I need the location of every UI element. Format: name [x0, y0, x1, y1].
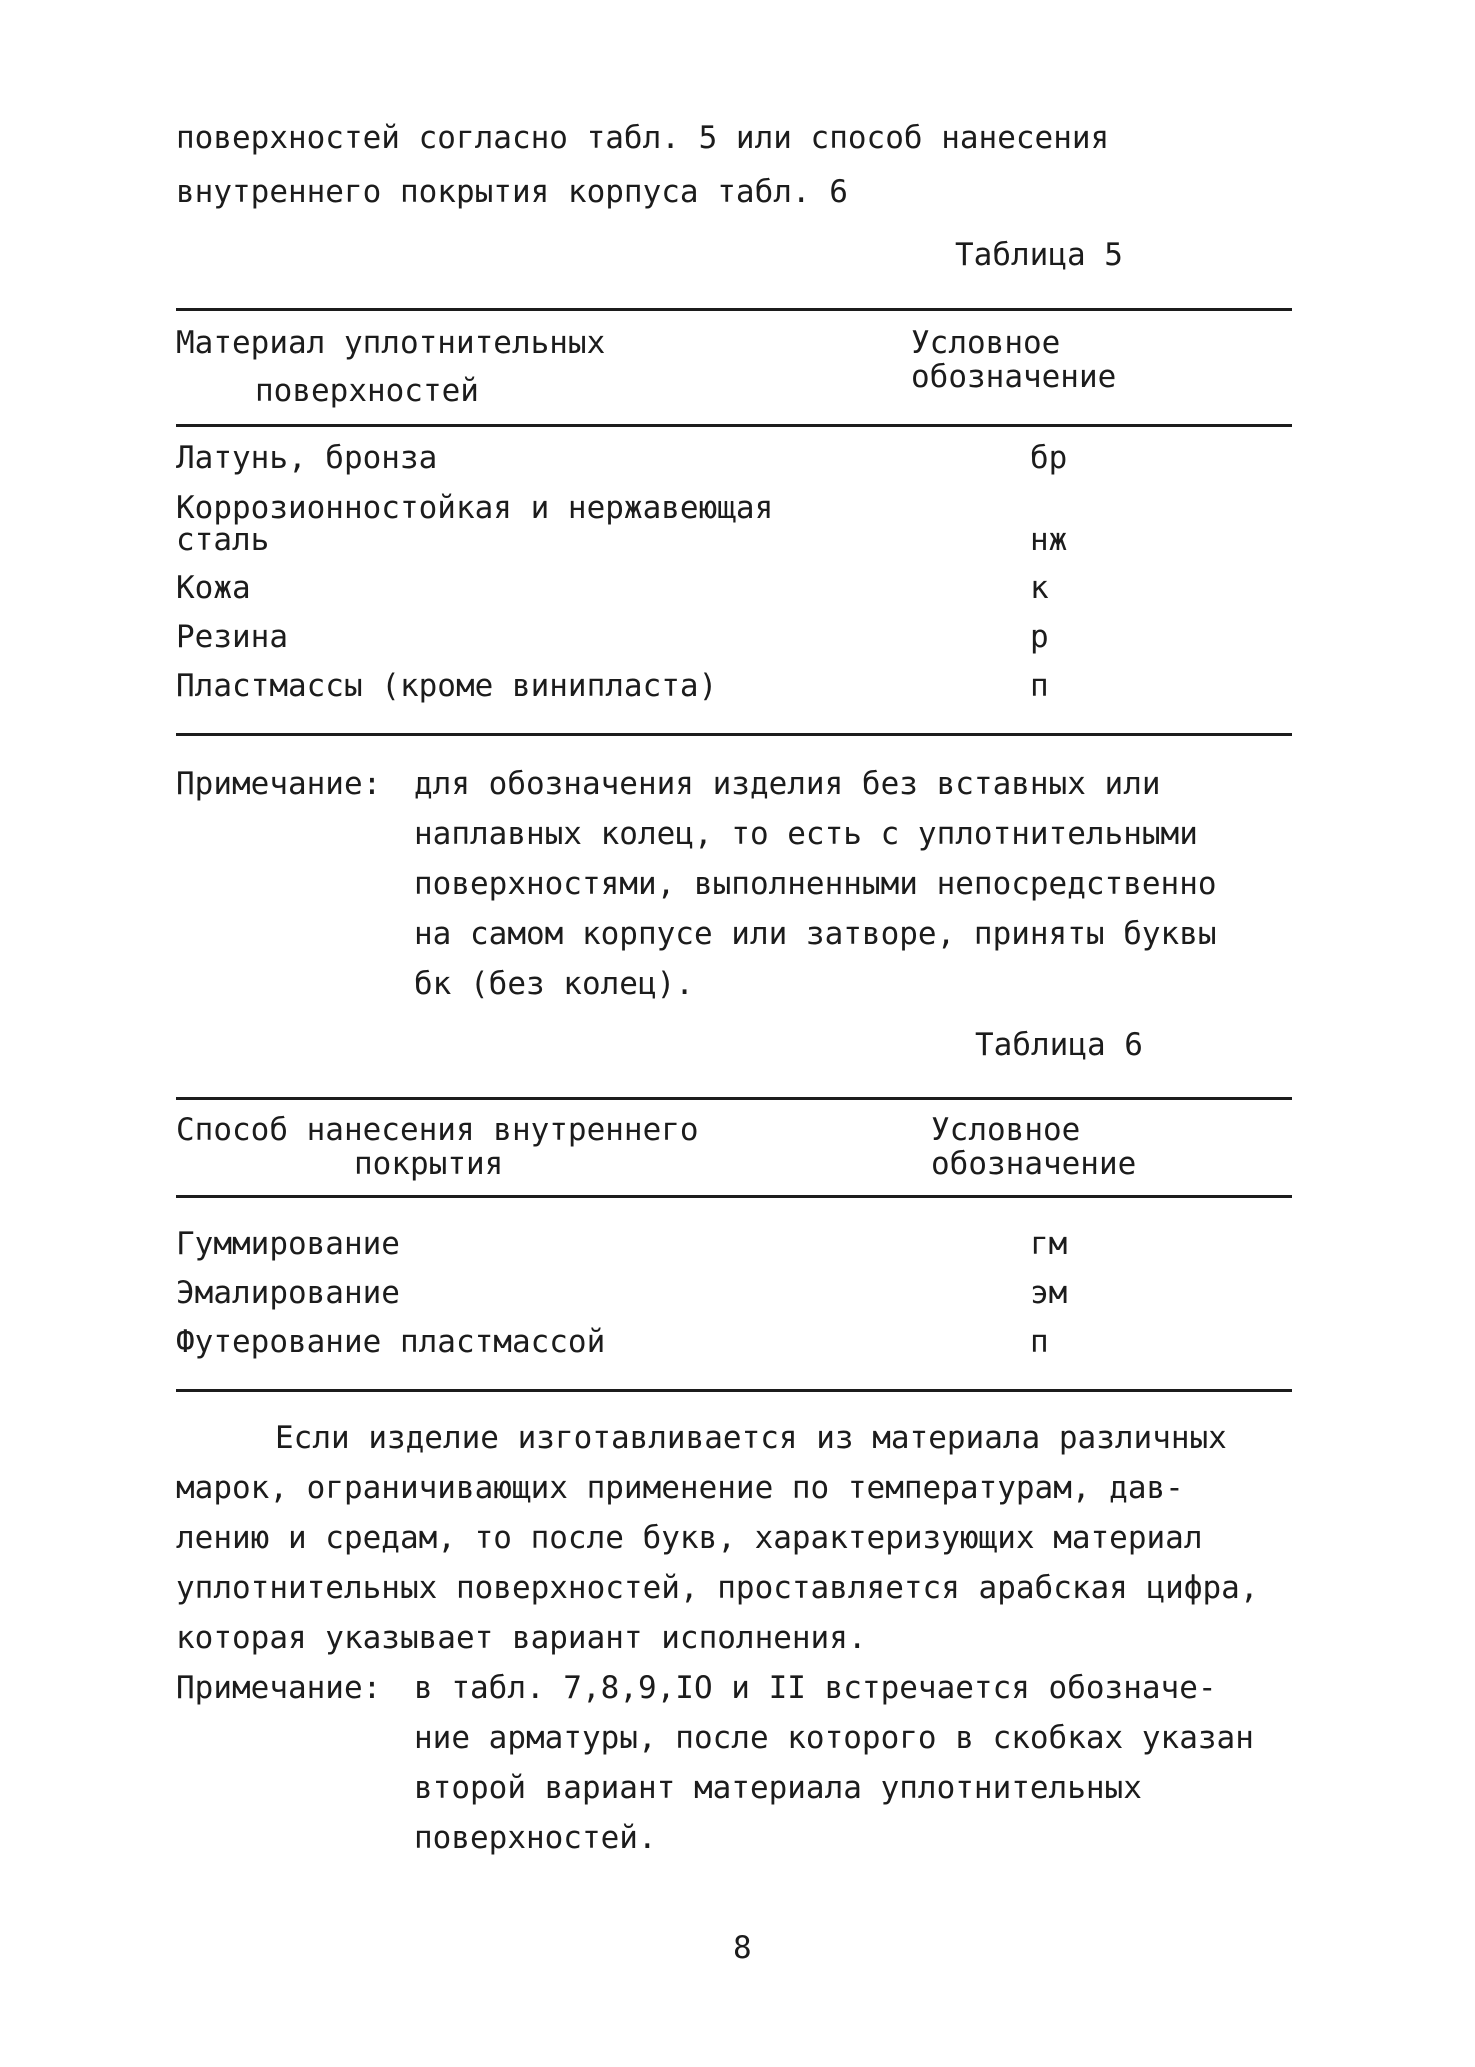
table5-row-2-material-1: Коррозионностойкая и нержавеющая	[176, 490, 774, 526]
intro-line-1: поверхностей согласно табл. 5 или способ нанесения	[176, 120, 1110, 156]
table6-row-1-code: гм	[1030, 1226, 1068, 1262]
table6-row-1-method: Гуммирование	[176, 1226, 400, 1262]
note1-line-2: наплавных колец, то есть с уплотнительными	[414, 816, 1198, 852]
note1-line-1: для обозначения изделия без вставных или	[414, 766, 1161, 802]
note2-line-4: поверхностей.	[414, 1820, 657, 1856]
intro-line-2: внутреннего покрытия корпуса табл. 6	[176, 174, 848, 210]
table6-header-method-1: Способ нанесения внутреннего	[176, 1112, 699, 1148]
table6-row-3-method: Футерование пластмассой	[176, 1324, 606, 1360]
table5-header-material-1: Материал уплотнительных	[176, 325, 606, 361]
note1-line-5: бк (без колец).	[414, 966, 694, 1002]
table5-row-2-material-2: сталь	[176, 522, 270, 558]
note2-line-2: ние арматуры, после которого в скобках указан	[414, 1720, 1254, 1756]
page-number: 8	[733, 1930, 752, 1966]
table6-bottom-rule	[176, 1389, 1292, 1392]
table5-bottom-rule	[176, 733, 1292, 736]
table5-header-material-2: поверхностей	[255, 373, 479, 409]
note1-line-3: поверхностями, выполненными непосредственно	[414, 866, 1217, 902]
table5-header-code-1: Условное	[911, 325, 1061, 361]
paragraph-line-1: Если изделие изготавливается из материала различных	[275, 1420, 1227, 1456]
table6-header-method-2: покрытия	[354, 1146, 504, 1182]
table5-header-rule	[176, 424, 1292, 427]
table5-row-4-material: Резина	[176, 619, 288, 655]
table6-top-rule	[176, 1097, 1292, 1100]
paragraph-line-3: лению и средам, то после букв, характеризующих материал	[176, 1520, 1203, 1556]
table6-row-3-code: п	[1030, 1324, 1049, 1360]
table5-row-3-material: Кожа	[176, 570, 251, 606]
paragraph-line-4: уплотнительных поверхностей, проставляется арабская цифра,	[176, 1570, 1259, 1606]
table5-top-rule	[176, 308, 1292, 311]
table6-caption: Таблица 6	[975, 1027, 1143, 1063]
table5-row-3-code: к	[1030, 570, 1049, 606]
table6-header-code-2: обозначение	[931, 1146, 1137, 1182]
paragraph-line-2: марок, ограничивающих применение по температурам, дав-	[176, 1470, 1184, 1506]
table6-row-2-method: Эмалирование	[176, 1275, 400, 1311]
note1-label: Примечание:	[176, 766, 382, 802]
note2-line-3: второй вариант материала уплотнительных	[414, 1770, 1142, 1806]
table5-row-4-code: р	[1030, 619, 1049, 655]
note2-line-1: в табл. 7,8,9,IO и II встречается обозначе-	[414, 1670, 1217, 1706]
note2-label: Примечание:	[176, 1670, 382, 1706]
table5-caption: Таблица 5	[955, 237, 1123, 273]
table5-row-5-code: п	[1030, 668, 1049, 704]
table5-row-5-material: Пластмассы (кроме винипласта)	[176, 668, 718, 704]
table6-row-2-code: эм	[1030, 1275, 1068, 1311]
note1-line-4: на самом корпусе или затворе, приняты буквы	[414, 916, 1217, 952]
table5-header-code-2: обозначение	[911, 359, 1117, 395]
table5-row-2-code: нж	[1030, 522, 1068, 558]
table5-row-1-material: Латунь, бронза	[176, 440, 438, 476]
table5-row-1-code: бр	[1030, 440, 1068, 476]
paragraph-line-5: которая указывает вариант исполнения.	[176, 1620, 867, 1656]
table6-header-rule	[176, 1195, 1292, 1198]
table6-header-code-1: Условное	[931, 1112, 1081, 1148]
